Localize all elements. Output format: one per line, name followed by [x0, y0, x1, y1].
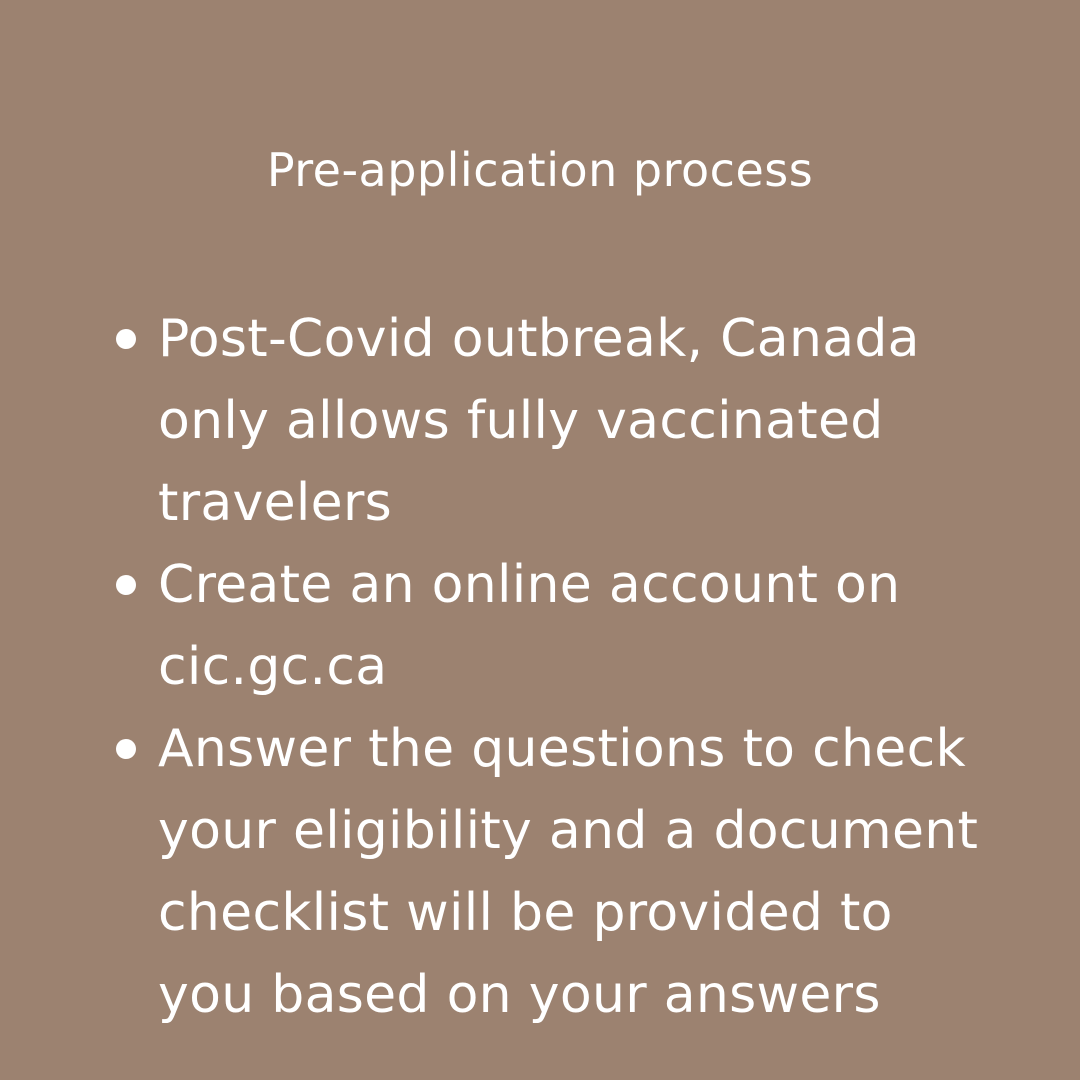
slide-title: Pre-application process	[266, 143, 814, 197]
bullet-list	[158, 298, 988, 1036]
bullet-item	[158, 298, 988, 544]
bullet-dot-icon	[116, 739, 136, 759]
bullet-dot-icon	[116, 329, 136, 349]
bullet-dot-icon	[116, 575, 136, 595]
bullet-text: Create an online account on cic.gc.ca	[158, 555, 901, 697]
bullet-text: Answer the questions to check your eligibility and a document checklist will be provided to you based on your answers	[158, 719, 979, 1025]
bullet-item	[158, 708, 988, 1036]
bullet-item	[158, 544, 988, 708]
bullet-text: Post-Covid outbreak, Canada only allows fully vaccinated travelers	[158, 309, 920, 533]
